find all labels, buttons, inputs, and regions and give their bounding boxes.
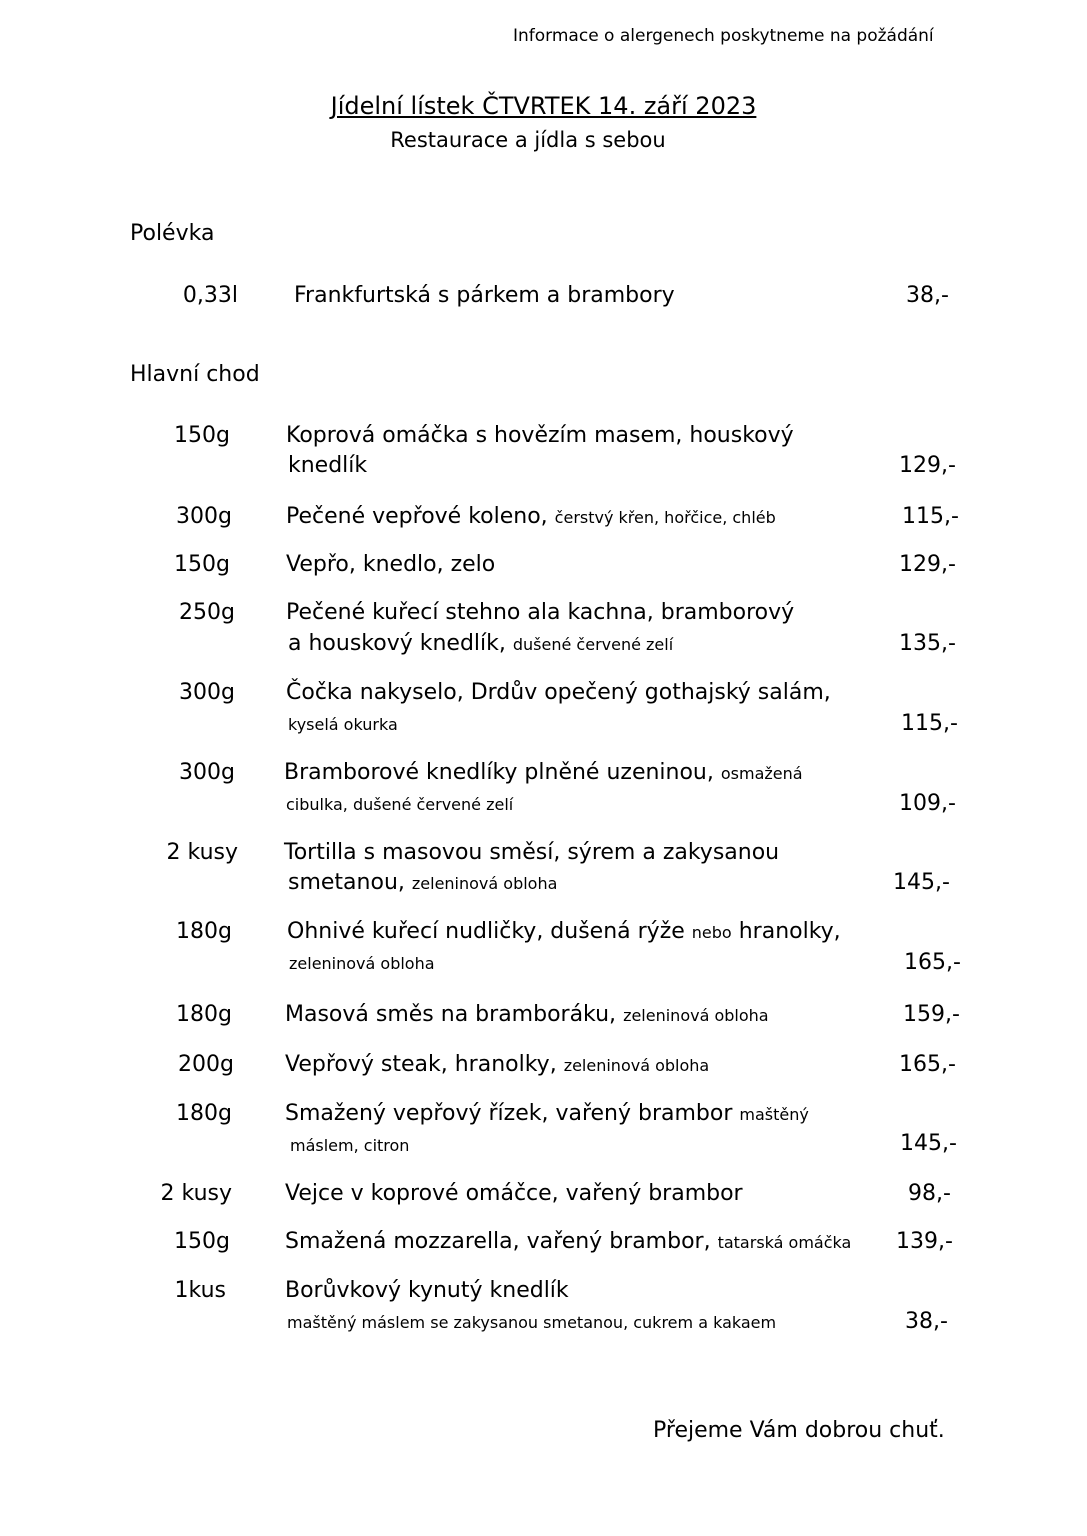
item-name: Vejce v koprové omáčce, vařený brambor xyxy=(285,1181,743,1206)
item-price: 129,- xyxy=(899,453,956,478)
item-name-continued: a houskový knedlík, dušené červené zelí xyxy=(288,631,674,656)
item-name: Vepřový steak, hranolky, zeleninová obloha xyxy=(285,1052,710,1077)
item-side: zeleninová obloha xyxy=(563,1056,710,1075)
item-side: máslem, citron xyxy=(290,1136,410,1155)
item-side: nebo xyxy=(691,923,732,942)
item-name: Koprová omáčka s hovězím masem, houskový xyxy=(286,423,794,448)
section-label-soup: Polévka xyxy=(130,221,215,246)
item-quantity: 180g xyxy=(176,1101,232,1126)
item-price: 129,- xyxy=(899,552,956,577)
item-quantity: 1kus xyxy=(174,1278,226,1303)
item-side: tatarská omáčka xyxy=(717,1233,852,1252)
item-quantity: 180g xyxy=(176,1002,232,1027)
item-quantity: 150g xyxy=(174,1229,230,1254)
item-quantity: 150g xyxy=(174,423,230,448)
item-price: 98,- xyxy=(908,1181,951,1206)
item-price: 38,- xyxy=(906,283,949,308)
item-name-continued: knedlík xyxy=(288,453,368,478)
page-subtitle: Restaurace a jídla s sebou xyxy=(390,128,666,152)
item-price: 139,- xyxy=(896,1229,953,1254)
item-name: Ohnivé kuřecí nudličky, dušená rýže nebo hranolky, xyxy=(287,919,841,944)
item-price: 159,- xyxy=(903,1002,960,1027)
item-side: čerstvý křen, hořčice, chléb xyxy=(554,508,776,527)
item-name: Pečené kuřecí stehno ala kachna, bramborový xyxy=(286,600,795,625)
item-price: 145,- xyxy=(900,1131,957,1156)
closing-note: Přejeme Vám dobrou chuť. xyxy=(653,1418,945,1443)
item-name: Pečené vepřové koleno, čerstvý křen, hořčice, chléb xyxy=(286,504,776,529)
item-name: Bramborové knedlíky plněné uzeninou, osmažená xyxy=(284,760,803,785)
item-side: cibulka, dušené červené zelí xyxy=(286,795,514,814)
item-name-continued: smetanou, zeleninová obloha xyxy=(288,870,558,895)
allergen-note: Informace o alergenech poskytneme na požádání xyxy=(513,26,934,46)
item-quantity: 2 kusy xyxy=(166,840,238,865)
item-name: Masová směs na bramboráku, zeleninová obloha xyxy=(285,1002,769,1027)
item-price: 165,- xyxy=(899,1052,956,1077)
item-quantity: 300g xyxy=(179,760,235,785)
item-price: 115,- xyxy=(901,711,958,736)
item-price: 115,- xyxy=(902,504,959,529)
section-label-main: Hlavní chod xyxy=(130,362,260,387)
item-side: dušené červené zelí xyxy=(512,635,674,654)
item-quantity: 300g xyxy=(176,504,232,529)
item-name: Smažená mozzarella, vařený brambor, tatarská omáčka xyxy=(285,1229,852,1254)
item-price: 109,- xyxy=(899,791,956,816)
item-quantity: 250g xyxy=(179,600,235,625)
item-price: 145,- xyxy=(893,870,950,895)
item-price: 38,- xyxy=(905,1309,948,1334)
item-side: zeleninová obloha xyxy=(411,874,558,893)
item-name: Vepřo, knedlo, zelo xyxy=(286,552,496,577)
item-side: osmažená xyxy=(720,764,803,783)
item-quantity: 2 kusy xyxy=(160,1181,232,1206)
item-side: maštěný xyxy=(739,1105,809,1124)
item-name: Tortilla s masovou směsí, sýrem a zakysanou xyxy=(284,840,780,865)
item-side: zeleninová obloha xyxy=(623,1006,769,1025)
item-name: Borůvkový kynutý knedlík xyxy=(285,1278,569,1303)
item-price: 135,- xyxy=(899,631,956,656)
item-name: Smažený vepřový řízek, vařený brambor maštěný xyxy=(285,1101,809,1126)
item-quantity: 180g xyxy=(176,919,232,944)
item-name: Frankfurtská s párkem a brambory xyxy=(294,283,675,308)
item-price: 165,- xyxy=(904,950,961,975)
item-quantity: 0,33l xyxy=(182,283,238,308)
page-title: Jídelní lístek ČTVRTEK 14. září 2023 xyxy=(330,92,757,120)
item-quantity: 200g xyxy=(178,1052,234,1077)
item-name: Čočka nakyselo, Drdův opečený gothajský salám, xyxy=(286,680,831,705)
item-side: zeleninová obloha xyxy=(289,954,435,973)
item-side: kyselá okurka xyxy=(288,715,398,734)
item-quantity: 150g xyxy=(174,552,230,577)
item-side: maštěný máslem se zakysanou smetanou, cukrem a kakaem xyxy=(287,1313,777,1332)
item-quantity: 300g xyxy=(179,680,235,705)
